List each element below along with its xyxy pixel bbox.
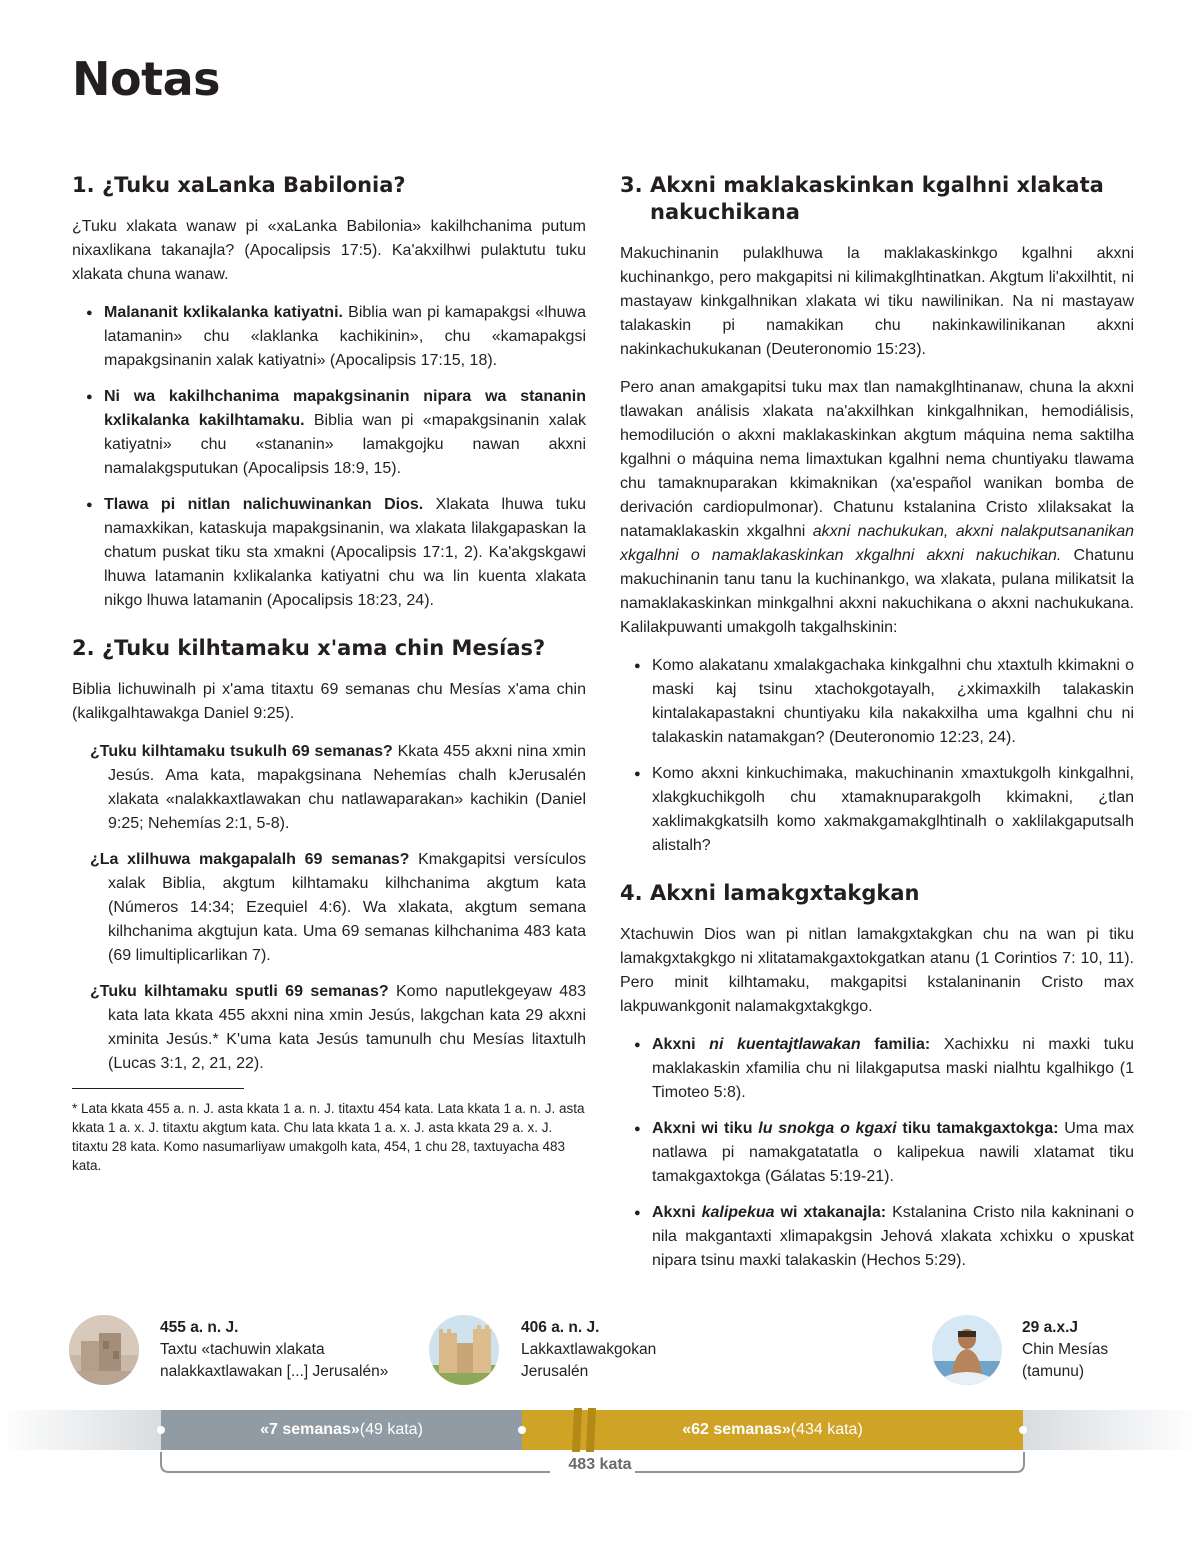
bullet-lead-italic: lu snokga o kgaxi [758,1120,897,1137]
timeline-break-icon [568,1404,604,1456]
note-4-intro: Xtachuwin Dios wan pi nitlan lamakgxtakgkan chu na wan pi tiku lamakgxtakgkgo ni xlitatamakgaxtokgatkan atanu (1 Corintios 7: 10, 11). Pero minit kilhtamaku, makgapitsi kstalaninanin Cristo max lakpuwankgonit nalamakgxtakgkgo. [620,926,1134,1015]
note-3-bullets [620,654,1134,858]
right-column [620,172,1134,1295]
question-item [72,980,586,1076]
bullet-text: Kstalanina Cristo nila kakninani o nila makgantaxti xlimapakgsin Jehová xlakata xchixku o xpuskat nipara tsinu maxki talakaskin (Hechos 5:29). [652,1204,1134,1269]
note-heading-text: Akxni lamakgxtakgkan [650,881,920,905]
note-number: 4. [620,881,643,905]
note-1-heading [72,172,586,199]
paragraph-text: Chatunu makuchinanin tanu tanu la kuchinankgo, wa xlakata, pulana milikatsit la namaklakaskinkan minkgalhni akxni nakuchikana o akxni nachukukana. Kalilakpuwanti umakgolh takgalhskinin: [620,547,1135,636]
band-label-rest: (49 kata) [359,1421,423,1438]
paragraph-italic: akxni nachukukan, akxni nalakputsananikan xkgalhni o namaklakaskinkan xkgalhni akxni nakuchikan. [620,523,1135,564]
question-item [72,740,586,836]
baptized-man-icon [932,1315,1002,1385]
bullet-item [634,1117,1134,1189]
footnote-divider [72,1088,244,1089]
ruined-city-illustration [69,1315,139,1385]
question-text: Kkata 455 akxni nina xmin Jesús. Ama kata, mapakgsinana Nehemías chalh kJerusalén xlakata «nalakkaxtlawakan chu natlawaparakan» kachikin (Daniel 9:25; Nehemías 2:1, 5-8). [108,743,586,832]
note-number: 2. [72,636,95,660]
bullet-lead [652,1036,930,1053]
timeline-fade-right [1023,1410,1200,1450]
note-heading-text: Akxni maklakaskinkan kgalhni xlakata nakuchikana [650,173,1104,224]
event-year: 29 [1022,1319,1040,1336]
left-column [72,172,586,1197]
timeline-marker [157,1426,165,1434]
note-2-heading [72,635,586,662]
note-number: 1. [72,173,95,197]
note-3-paragraph: Makuchinanin pulaklhuwa la maklakaskinkgo kgalhni akxni kuchinankgo, pero makgapitsi ni kilimakglhtinatkan. Akgtum li'akxilhtit, ni mastayaw kinkgalhnikan xlakata wi tiku nawilinikan. Na ni mastayaw talakaskin pi namakikan chu nakinkawilinikanan akxni nakinkachukukanan (Deuteronomio 15:23). [620,245,1134,358]
event-label [160,1317,388,1383]
paragraph-text: Pero anan amakgapitsi tuku max tlan namakglhtinanaw, chuna la akxni tlawakan análisis xlakata na'akxilhkan kinkgalhnikan, hemodiálisis, hemodilución o akxni maklakaskinkan akgtum máquina nema saktilha kgalhni o máquina nema limaxtukan kgalhni nema chuntiyaku tlawama chu tamaknuparakan kkimaknikan (xa'español wanikan bomba de derivación cardiopulmonar). Chatunu kstalanina Cristo xlilaksakat la natamaklakaskin xkgalhni [620,379,1134,540]
bullet-lead-part: tiku tamakgaxtokga: [896,1120,1059,1137]
bullet-lead [652,1120,1058,1137]
band-label-rest: (434 kata) [790,1421,863,1438]
question-lead: ¿La xlilhuwa makgapalalh 69 semanas? [90,851,410,868]
bullet-lead-part: wi xtakanajla: [774,1204,887,1221]
question-lead: ¿Tuku kilhtamaku tsukulh 69 semanas? [90,743,393,760]
note-1-intro: ¿Tuku xlakata wanaw pi «xaLanka Babilonia» kakilhchanima putum nixaxlikana takanajla? (Apocalipsis 17:5). Ka'akxilhwi pulaktutu tuku xlakata chuna wanaw. [72,218,586,283]
question-item [72,848,586,968]
question-lead: ¿Tuku kilhtamaku sputli 69 semanas? [90,983,389,1000]
note-number: 3. [620,173,643,197]
city-wall-icon [429,1315,499,1385]
event-era: a.x.J [1043,1319,1079,1336]
page-title: Notas [72,52,221,106]
event-description: nalakkaxtlawakan [...] Jerusalén» [160,1363,389,1380]
bullet-item [86,385,586,481]
bullet-text: Xlakata lhuwa tuku namaxkikan, kataskuja mapakgsinanin, wa xlakata lilakgapaskan la chatum puskat tiku sta xmakni (Apocalipsis 17:1, 2). Ka'akgskgawi lhuwa latamanin kxlikalanka katiyatni chu wa lin kuenta xlakata nikgo lhuwa latamanin (Apocalipsis 18:23, 24). [104,496,587,609]
bullet-lead-part: Akxni [652,1036,710,1053]
bullet-lead-part: familia: [860,1036,931,1053]
note-heading-text: ¿Tuku kilhtamaku x'ama chin Mesías? [102,636,546,660]
question-text: Komo naputlekgeyaw 483 kata lata kkata 455 akxni nina xmin Jesús, lakgchan kata 29 akxni xminita Jesús.* K'uma kata Jesús tamunulh chu Mesías litaxtulh (Lucas 3:1, 2, 21, 22). [108,983,586,1072]
timeline-marker [518,1426,526,1434]
event-era: a. n. J. [551,1319,600,1336]
note-4-bullets [620,1033,1134,1273]
note-heading-text: ¿Tuku xaLanka Babilonia? [102,173,406,197]
band-7-semanas [161,1410,522,1450]
event-label [1022,1317,1108,1383]
bullet-item [86,493,586,613]
bullet-text: Biblia wan pi kamapakgsi «lhuwa latamanin» chu «laklanka kachikinin», chu «kamapakgsi mapakgsinanin xalak katiyatni» (Apocalipsis 17:15, 18). [104,304,587,369]
bullet-item: ● Komo akxni kinkuchimaka, makuchinanin xmaxtukgolh kinkgalhni, xlakgkuchikgolh chu xtamaknuparakgolh kkimakni, ¿tlan xaklimakgkatsilh komo xakmakgamakglhtinalh o xaklilakgaputsalh alistalh? [634,762,1134,858]
note-2 [72,635,586,1175]
bullet-lead: Tlawa pi nitlan nalichuwinankan Dios. [104,496,424,513]
timeline [0,1300,1200,1543]
event-description: Taxtu «tachuwin xlakata [160,1341,325,1358]
total-years-label: 483 kata [568,1456,632,1473]
ruins-icon [69,1315,139,1385]
event-year: 455 [160,1319,186,1336]
bullet-lead-italic: kalipekua [701,1204,775,1221]
event-era: a. n. J. [190,1319,239,1336]
bullet-item: ● Komo alakatanu xmalakgachaka kinkgalhni chu xtaxtulh kkimakni o maski kaj tsinu xtachokgotayalh, ¿xkimaxkilh talakaskin kintalakapastakni chuntiyaku kila nakakxilha uma kgalhni chu ni talakaskin natamakgan? (Deuteronomio 12:23, 24). [634,654,1134,750]
timeline-marker [1019,1426,1027,1434]
note-4-heading [620,880,1134,907]
note-3-paragraph [620,376,1134,640]
bullet-text: Biblia wan pi «mapakgsinanin xalak katiyatni» chu «stananin» lamakgojku nawan akxni namalakgsputukan (Apocalipsis 18:9, 15). [104,412,587,477]
bullet-lead-part: Akxni wi tiku [652,1120,759,1137]
note-3-heading [620,172,1134,226]
bullet-item [634,1201,1134,1273]
note-1 [72,172,586,613]
bullet-lead: Malananit kxlikalanka katiyatni. [104,304,343,321]
bullet-item [634,1033,1134,1105]
footnote: * Lata kkata 455 a. n. J. asta kkata 1 a. n. J. titaxtu 454 kata. Lata kkata 1 a. n. J. asta kkata 1 a. x. J. titaxtu akgtum kata. Chu lata kkata 1 a. x. J. asta kkata 29 a. x. J. titaxtu 28 kata. Komo nasumarliyaw umakgolh kata, 454, 1 chu 28, taxtuyacha 483 kata. [72,1101,585,1173]
event-label [521,1317,656,1383]
bullet-item [86,301,586,373]
bullet-lead-part: Akxni [652,1204,702,1221]
band-label-bold: «7 semanas» [260,1421,360,1438]
bullet-text: Xachixku ni maxki tuku maklakaskin xfamilia chu ni lilakgaputsa maski nialhtu kgalhikgo (1 Timoteo 5:8). [652,1036,1135,1101]
event-description: (tamunu) [1022,1363,1085,1380]
note-4 [620,880,1134,1273]
note-2-intro: Biblia lichuwinalh pi x'ama titaxtu 69 semanas chu Mesías x'ama chin (kalikgalhtawakga Daniel 9:25). [72,681,586,722]
bullet-lead-italic: ni kuentajtlawakan [709,1036,861,1053]
question-text: Kmakgapitsi versículos xalak Biblia, akgtum kilhtamaku kilhchanima akgtum kata (Números 14:34; Ezequiel 4:6). Wa xlakata, akgtum semana kilhchanima akgtujun kata. Uma 69 semanas kilhchanima 483 kata (69 limultiplicarlikan 7). [108,851,586,964]
timeline-fade-left [0,1410,161,1450]
bullet-lead: Ni wa kakilhchanima mapakgsinanin nipara wa stananin kxlikalanka kakilhtamaku. [104,388,586,429]
note-1-bullets [72,301,586,613]
event-description: Lakkaxtlawakgokan [521,1341,657,1358]
bullet-lead [652,1204,886,1221]
band-label-bold: «62 semanas» [682,1421,791,1438]
event-year: 406 [521,1319,547,1336]
event-description: Chin Mesías [1022,1341,1109,1358]
rebuilt-city-illustration [429,1315,499,1385]
baptism-illustration [932,1315,1002,1385]
bullet-text: Uma max natlawa pi namakgatatatla o kalipekua nawili xlatamat tiku tamakgaxtokga (Gálatas 5:19-21). [652,1120,1135,1185]
event-description: Jerusalén [521,1363,589,1380]
note-3 [620,172,1134,858]
